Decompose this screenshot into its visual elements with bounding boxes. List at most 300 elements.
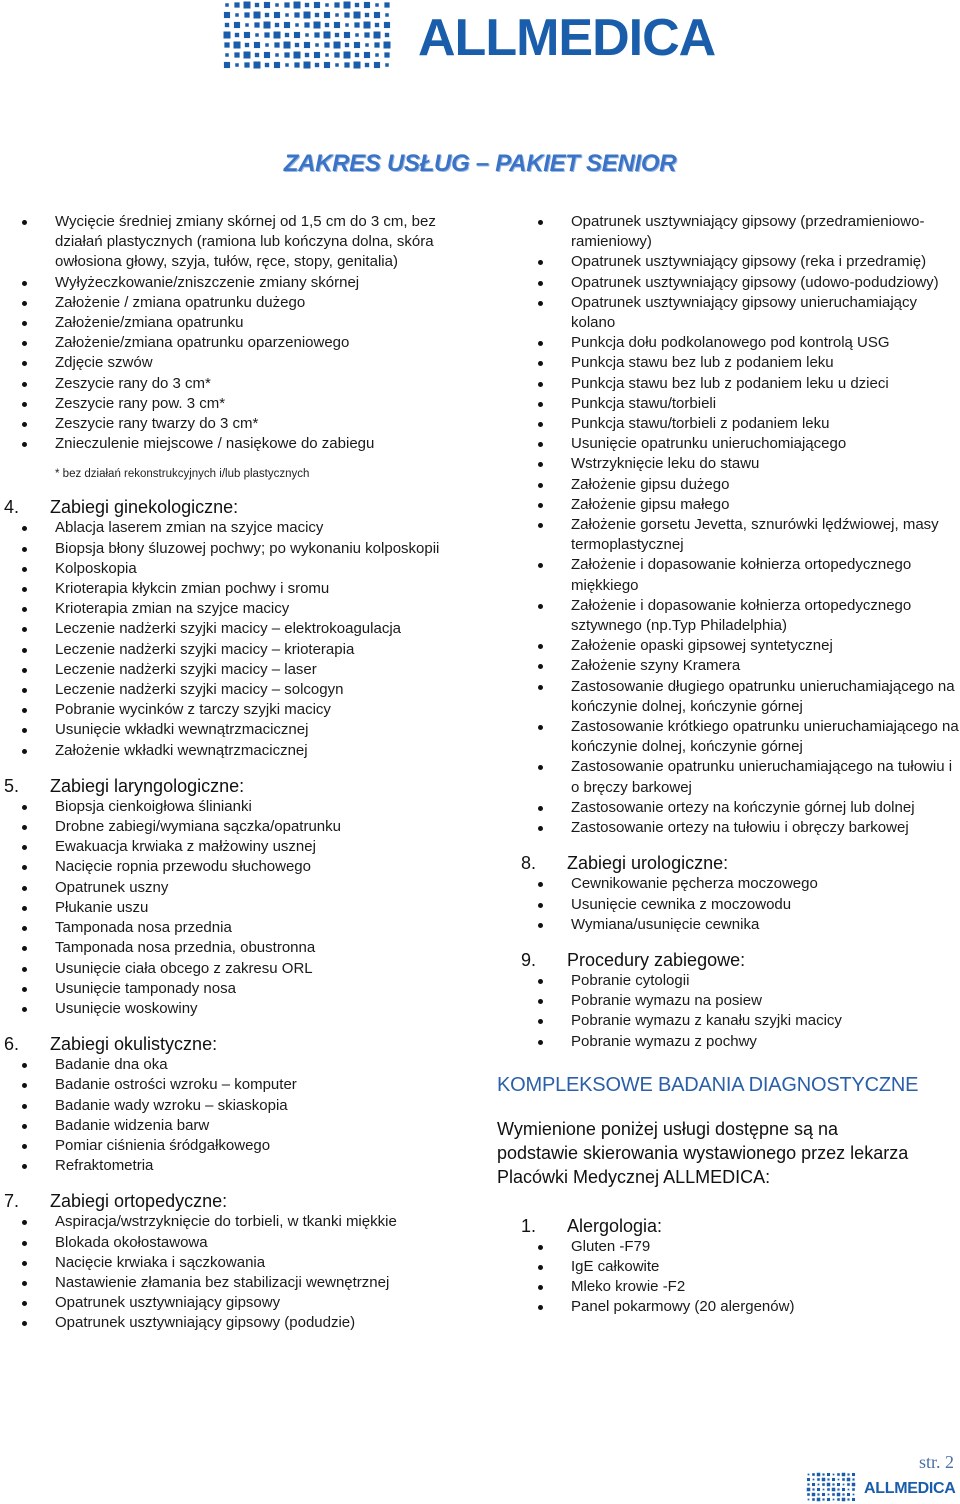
logo-dot xyxy=(808,1474,810,1476)
logo-dot xyxy=(823,1489,825,1491)
logo-dot xyxy=(833,1499,835,1501)
list-item: Opatrunek usztywniający gipsowy (przedramieniowo-ramieniowy) xyxy=(497,212,960,252)
list-item: Biopsja cienkoigłowa ślinianki xyxy=(0,797,470,817)
list-item: Drobne zabiegi/wymiana sączka/opatrunku xyxy=(0,817,470,837)
right-column xyxy=(497,212,960,1318)
logo-dot xyxy=(813,1479,815,1481)
list-item: Pobranie wymazu z pochwy xyxy=(497,1032,960,1052)
logo-dot xyxy=(344,2,351,9)
list-item: Opatrunek usztywniający gipsowy (udowo-podudziowy) xyxy=(497,273,960,293)
logo-dot xyxy=(304,22,309,27)
list-item: Wstrzyknięcie leku do stawu xyxy=(497,454,960,474)
logo-dot xyxy=(274,62,280,68)
logo-dot xyxy=(274,32,281,39)
logo-dot xyxy=(284,42,291,49)
section-heading xyxy=(0,775,470,797)
logo-dot xyxy=(364,52,370,58)
logo-dot xyxy=(324,12,330,18)
logo-dot xyxy=(807,1478,810,1481)
section-number: 6. xyxy=(4,1034,20,1055)
list-item: Punkcja stawu bez lub z podaniem leku xyxy=(497,353,960,373)
logo-dot xyxy=(345,43,349,47)
logo-dot xyxy=(354,22,359,27)
logo-dot xyxy=(847,1498,849,1500)
list-item: Pobranie wymazu na posiew xyxy=(497,991,960,1011)
list-item: Zastosowanie ortezy na tułowiu i obręczy barkowej xyxy=(497,818,960,838)
logo-dot xyxy=(315,63,319,67)
section-title: Zabiegi urologiczne: xyxy=(567,853,729,874)
list-item: Nacięcie krwiaka i sączkowania xyxy=(0,1253,470,1273)
list-item: Badanie widzenia barw xyxy=(0,1116,470,1136)
logo-dot xyxy=(842,1488,845,1491)
logo-dot xyxy=(832,1493,835,1496)
section-number: 4. xyxy=(4,497,20,518)
logo-dot xyxy=(334,42,341,49)
logo-dot xyxy=(325,53,329,57)
logo-dot xyxy=(255,53,259,57)
logo-dot xyxy=(315,13,319,17)
logo-text: ALLMEDICA xyxy=(418,9,716,67)
list-item: Opatrunek usztywniający gipsowy (reka i przedramię) xyxy=(497,252,960,272)
logo-dot xyxy=(234,52,239,57)
list-item: Pobranie cytologii xyxy=(497,971,960,991)
logo-dot xyxy=(852,1483,856,1487)
logo-dot xyxy=(224,62,230,68)
logo-dot xyxy=(335,33,339,37)
logo-dot xyxy=(225,3,229,7)
list-item: Usunięcie cewnika z moczowodu xyxy=(497,895,960,915)
list-item: Założenie/zmiana opatrunku oparzeniowego xyxy=(0,333,470,353)
section-list xyxy=(497,874,960,935)
logo-dot xyxy=(374,62,380,68)
logo-dot xyxy=(384,52,389,57)
logo-dot xyxy=(235,13,239,17)
list-item: Założenie gipsu dużego xyxy=(497,475,960,495)
logo-dot xyxy=(822,1498,824,1500)
logo-dot xyxy=(385,13,389,17)
services-list-top-left xyxy=(0,212,470,454)
logo-dot xyxy=(847,1473,849,1475)
logo-dot xyxy=(852,1488,855,1491)
logo-dot xyxy=(294,12,299,17)
logo-dot xyxy=(234,22,240,28)
logo-dot xyxy=(324,62,330,68)
list-item: Refraktometria xyxy=(0,1156,470,1176)
list-item: Badanie wady wzroku – skiaskopia xyxy=(0,1096,470,1116)
section-list xyxy=(0,518,470,760)
section-title: Zabiegi okulistyczne: xyxy=(50,1034,218,1055)
list-item: Założenie / zmiana opatrunku dużego xyxy=(0,293,470,313)
logo-dot xyxy=(284,2,289,7)
logo-dot xyxy=(837,1493,841,1497)
logo-dot xyxy=(833,1474,835,1476)
logo-dot xyxy=(827,1483,831,1487)
logo-dot xyxy=(827,1498,830,1501)
list-item: Biopsja błony śluzowej pochwy; po wykonaniu kolposkopii xyxy=(0,539,470,559)
list-item: Ewakuacja krwiaka z małżowiny usznej xyxy=(0,837,470,857)
logo-dot xyxy=(847,1478,851,1482)
list-item: Zastosowanie opatrunku unieruchamiającego na tułowiu i o bręczy barkowej xyxy=(497,757,960,797)
allmedica-logo xyxy=(222,0,722,72)
list-item: Zeszycie rany pow. 3 cm* xyxy=(0,394,470,414)
logo-dot xyxy=(812,1498,815,1501)
logo-dot xyxy=(225,53,229,57)
list-item: Krioterapia kłykcin zmian pochwy i sromu xyxy=(0,579,470,599)
section-title: Zabiegi laryngologiczne: xyxy=(50,775,245,796)
list-item: Zastosowanie ortezy na kończynie górnej lub dolnej xyxy=(497,798,960,818)
section-number: 5. xyxy=(4,775,20,796)
logo-dot xyxy=(275,23,279,27)
logo-dot xyxy=(817,1473,821,1477)
logo-dot xyxy=(325,3,329,7)
logo-dot xyxy=(364,32,369,37)
list-item: Punkcja stawu bez lub z podaniem leku u dzieci xyxy=(497,374,960,394)
logo-dot xyxy=(234,2,239,7)
list-item: Opatrunek usztywniający gipsowy (podudzie) xyxy=(0,1313,470,1333)
list-item: Leczenie nadżerki szyjki macicy – laser xyxy=(0,660,470,680)
list-item: Ablacja laserem zmian na szyjce macicy xyxy=(0,518,470,538)
section-title: Alergologia: xyxy=(567,1215,663,1236)
list-item: Krioterapia zmian na szyjce macicy xyxy=(0,599,470,619)
logo-dot xyxy=(284,22,290,28)
section-number: 7. xyxy=(4,1191,20,1212)
list-item: Usunięcie opatrunku unieruchomiającego xyxy=(497,434,960,454)
logo-dot xyxy=(832,1478,835,1481)
logo-dot xyxy=(365,43,369,47)
section xyxy=(0,1033,470,1176)
logo-dot xyxy=(812,1488,814,1490)
logo-dot xyxy=(235,63,239,67)
logo-dot xyxy=(254,12,261,19)
list-item: Punkcja stawu/torbieli xyxy=(497,394,960,414)
section-list xyxy=(497,971,960,1052)
list-item: Płukanie uszu xyxy=(0,898,470,918)
logo-dot xyxy=(822,1473,824,1475)
logo-dot xyxy=(374,12,380,18)
footer-logo-text: ALLMEDICA xyxy=(864,1480,956,1497)
logo-dot xyxy=(285,63,289,67)
logo-dot xyxy=(807,1483,809,1485)
section-heading xyxy=(497,852,960,874)
logo-dot xyxy=(304,42,310,48)
logo-dot xyxy=(305,53,309,57)
logo-dot xyxy=(224,12,230,18)
logo-dot xyxy=(245,43,249,47)
list-item: Nacięcie ropnia przewodu słuchowego xyxy=(0,857,470,877)
logo-dot xyxy=(385,33,389,37)
list-item: Znieczulenie miejscowe / nasiękowe do zabiegu xyxy=(0,434,470,454)
logo-dot xyxy=(254,62,261,69)
logo-dot xyxy=(355,33,359,37)
list-item: Zeszycie rany twarzy do 3 cm* xyxy=(0,414,470,434)
logo-dot xyxy=(808,1499,810,1501)
logo-dot xyxy=(847,1493,850,1496)
logo-dot xyxy=(832,1488,836,1492)
logo-dot xyxy=(822,1478,826,1482)
logo-dot xyxy=(842,1473,846,1477)
list-item: Założenie wkładki wewnątrzmacicznej xyxy=(0,741,470,761)
list-item: Pobranie wycinków z tarczy szyjki macicy xyxy=(0,700,470,720)
logo-dot xyxy=(244,62,249,67)
logo-dot xyxy=(837,1488,839,1490)
list-item: Tamponada nosa przednia, obustronna xyxy=(0,938,470,958)
section-heading xyxy=(497,949,960,971)
logo-dot xyxy=(364,2,370,8)
logo-dot xyxy=(275,53,279,57)
list-item: Założenie gorsetu Jevetta, sznurówki lędźwiowej, masy termoplastycznej xyxy=(497,515,960,555)
list-item: Badanie ostrości wzroku – komputer xyxy=(0,1075,470,1095)
list-item: IgE całkowite xyxy=(497,1257,960,1277)
logo-dot xyxy=(812,1483,815,1486)
list-item: Opatrunek usztywniający gipsowy unieruchamiający kolano xyxy=(497,293,960,333)
list-item: Założenie i dopasowanie kołnierza ortopedycznego miękkiego xyxy=(497,555,960,595)
logo-dot xyxy=(315,43,319,47)
logo-dot xyxy=(255,33,259,37)
list-item: Leczenie nadżerki szyjki macicy – elektrokoagulacja xyxy=(0,619,470,639)
section-list xyxy=(0,1212,470,1333)
logo-dot xyxy=(225,23,229,27)
section-list xyxy=(0,797,470,1019)
section-list xyxy=(0,1055,470,1176)
list-item: Gluten -F79 xyxy=(497,1237,960,1257)
section-number: 8. xyxy=(521,853,537,874)
logo-dot xyxy=(294,52,301,59)
logo-dot xyxy=(837,1473,840,1476)
logo-dot xyxy=(842,1493,844,1495)
logo-dot xyxy=(842,1498,846,1502)
logo-dot xyxy=(254,22,259,27)
page-title: ZAKRES USŁUG – PAKIET SENIOR xyxy=(283,150,677,177)
diagnostics-heading: KOMPLEKSOWE BADANIA DIAGNOSTYCZNE xyxy=(497,1073,919,1096)
list-item: Badanie dna oka xyxy=(0,1055,470,1075)
logo-dot xyxy=(294,62,299,67)
list-item: Usunięcie tamponady nosa xyxy=(0,979,470,999)
section-heading xyxy=(497,1215,960,1237)
list-item: Zdjęcie szwów xyxy=(0,353,470,373)
right-sections xyxy=(497,852,960,1051)
logo-dot xyxy=(325,23,329,27)
section xyxy=(497,852,960,935)
logo-dot xyxy=(375,23,379,27)
logo-dot xyxy=(355,53,359,57)
logo-dot xyxy=(335,13,339,17)
logo-dot xyxy=(384,2,389,7)
section-heading xyxy=(0,1190,470,1212)
section-heading xyxy=(0,1033,470,1055)
list-item: Pomiar ciśnienia śródgałkowego xyxy=(0,1136,470,1156)
list-item: Założenie szyny Kramera xyxy=(497,656,960,676)
list-item: Zeszycie rany do 3 cm* xyxy=(0,374,470,394)
logo-dots-icon xyxy=(222,0,392,72)
logo-dot xyxy=(354,12,361,19)
logo-dot xyxy=(295,43,299,47)
logo-dot xyxy=(314,52,320,58)
list-item: Leczenie nadżerki szyjki macicy – krioterapia xyxy=(0,640,470,660)
list-item: Cewnikowanie pęcherza moczowego xyxy=(497,874,960,894)
list-item: Wyłyżeczkowanie/zniszczenie zmiany skórnej xyxy=(0,273,470,293)
logo-dot xyxy=(344,32,350,38)
logo-dot xyxy=(384,42,391,49)
logo-dot xyxy=(807,1488,811,1492)
logo-dot xyxy=(374,42,379,47)
logo-dot xyxy=(264,32,269,37)
logo-dot xyxy=(375,53,379,57)
logo-dot xyxy=(365,13,369,17)
list-item: Opatrunek usztywniający gipsowy xyxy=(0,1293,470,1313)
section xyxy=(0,1190,470,1333)
logo-dot xyxy=(837,1483,840,1486)
footer-logo xyxy=(806,1472,960,1502)
logo-dot xyxy=(254,42,260,48)
left-column xyxy=(0,212,470,1334)
logo-dot xyxy=(285,33,289,37)
list-item: Blokada okołostawowa xyxy=(0,1233,470,1253)
section-title: Procedury zabiegowe: xyxy=(567,949,746,970)
section-allergy xyxy=(497,1215,960,1318)
list-item: Nastawienie złamania bez stabilizacji wewnętrznej xyxy=(0,1273,470,1293)
logo-dot xyxy=(832,1483,834,1485)
logo-dot xyxy=(847,1483,850,1486)
logo-dot xyxy=(842,1478,845,1481)
logo-dot xyxy=(235,33,239,37)
logo-dot xyxy=(294,32,300,38)
logo-dot xyxy=(807,1493,810,1496)
logo-dot xyxy=(374,32,381,39)
logo-dot xyxy=(334,22,340,28)
section xyxy=(497,949,960,1052)
logo-dot xyxy=(848,1489,850,1491)
logo-dot xyxy=(822,1483,825,1486)
logo-dot xyxy=(817,1498,821,1502)
list-item: Założenie i dopasowanie kołnierza ortopedycznego sztywnego (np.Typ Philadelphia) xyxy=(497,596,960,636)
logo-dot xyxy=(285,13,289,17)
logo-dot xyxy=(274,42,279,47)
list-item: Mleko krowie -F2 xyxy=(497,1277,960,1297)
list-item: Kolposkopia xyxy=(0,559,470,579)
list-item: Leczenie nadżerki szyjki macicy – solcogyn xyxy=(0,680,470,700)
list-item: Usunięcie wkładki wewnątrzmacicznej xyxy=(0,720,470,740)
logo-dot xyxy=(234,42,241,49)
allergy-list xyxy=(497,1237,960,1318)
logo-dot xyxy=(817,1488,820,1491)
logo-dot xyxy=(255,3,259,7)
section-heading xyxy=(0,496,470,518)
logo-dot xyxy=(385,63,389,67)
logo-dot xyxy=(852,1498,855,1501)
logo-dot xyxy=(334,52,339,57)
section xyxy=(0,775,470,1019)
logo-dot xyxy=(244,2,251,9)
logo-dot xyxy=(344,12,349,17)
logo-dot xyxy=(304,12,311,19)
logo-dot xyxy=(375,3,379,7)
logo-dot xyxy=(295,23,299,27)
logo-dot xyxy=(817,1493,819,1495)
list-item: Usunięcie ciała obcego z zakresu ORL xyxy=(0,959,470,979)
list-item: Punkcja stawu/torbieli z podaniem leku xyxy=(497,414,960,434)
logo-dot xyxy=(284,52,289,57)
logo-dot xyxy=(827,1478,829,1480)
logo-dot xyxy=(314,32,319,37)
footnote: * bez działań rekonstrukcyjnych i/lub plastycznych xyxy=(55,468,310,481)
list-item: Założenie gipsu małego xyxy=(497,495,960,515)
list-item: Wycięcie średniej zmiany skórnej od 1,5 cm do 3 cm, bez działań plastycznych (ramiona lub kończyna dolna, skóra owłosiona głowy, szyja, tułów, ręce, stopy, genitalia) xyxy=(0,212,470,273)
logo-dot xyxy=(355,3,359,7)
footer-logo-dots-icon xyxy=(806,1472,858,1502)
page-number: str. 2 xyxy=(918,1452,954,1472)
list-item: Usunięcie woskowiny xyxy=(0,999,470,1019)
list-item: Zastosowanie długiego opatrunku unieruchamiającego na kończynie dolnej, kończynie górnej xyxy=(497,677,960,717)
logo-dot xyxy=(274,12,280,18)
logo-dot xyxy=(817,1478,820,1481)
section-title: Zabiegi ortopedyczne: xyxy=(50,1191,228,1212)
logo-dot xyxy=(822,1493,825,1496)
list-item: Tamponada nosa przednia xyxy=(0,918,470,938)
logo-dot xyxy=(345,23,349,27)
section-number: 1. xyxy=(521,1215,537,1236)
logo-dot xyxy=(828,1494,830,1496)
logo-dot xyxy=(314,2,320,8)
logo-dot xyxy=(275,3,279,7)
section xyxy=(0,496,470,760)
diagnostics-info: Wymienione poniżej usługi dostępne są na podstawie skierowania wystawionego przez lekarza Placówki Medycznej ALLMEDICA: xyxy=(497,1118,909,1187)
logo-dot xyxy=(244,12,249,17)
logo-dot xyxy=(265,43,269,47)
section-number: 9. xyxy=(521,949,537,970)
logo-dot xyxy=(305,33,309,37)
logo-dot xyxy=(354,42,360,48)
logo-dot xyxy=(818,1484,820,1486)
logo-dot xyxy=(265,13,269,17)
logo-dot xyxy=(244,32,250,38)
logo-dot xyxy=(344,62,349,67)
logo-dot xyxy=(384,22,390,28)
logo-dot xyxy=(344,52,351,59)
list-item: Panel pokarmowy (20 alergenów) xyxy=(497,1297,960,1317)
logo-dot xyxy=(264,52,270,58)
list-item: Założenie/zmiana opatrunku xyxy=(0,313,470,333)
logo-dot xyxy=(224,42,229,47)
logo-dot xyxy=(837,1498,840,1501)
list-item: Pobranie wymazu z kanału szyjki macicy xyxy=(497,1011,960,1031)
logo-dot xyxy=(224,32,231,39)
logo-dot xyxy=(244,52,251,59)
logo-dot xyxy=(852,1473,855,1476)
logo-dot xyxy=(364,22,371,29)
logo-dot xyxy=(853,1494,855,1496)
logo-dot xyxy=(812,1473,815,1476)
logo-dot xyxy=(245,23,249,27)
logo-dot xyxy=(852,1478,854,1480)
logo-dot xyxy=(324,32,331,39)
logo-dot xyxy=(294,2,301,9)
logo-dot xyxy=(812,1493,816,1497)
logo-dot xyxy=(304,62,311,69)
list-item: Zastosowanie krótkiego opatrunku unieruchamiającego na kończynie dolnej, kończynie górnej xyxy=(497,717,960,757)
logo-dot xyxy=(265,63,269,67)
list-item: Wymiana/usunięcie cewnika xyxy=(497,915,960,935)
logo-dot xyxy=(314,22,321,29)
left-sections xyxy=(0,496,470,1333)
logo-dot xyxy=(365,63,369,67)
logo-dot xyxy=(305,3,309,7)
list-item: Aspiracja/wstrzyknięcie do torbieli, w tkanki miękkie xyxy=(0,1212,470,1232)
logo-dot xyxy=(838,1479,840,1481)
list-item: Założenie opaski gipsowej syntetycznej xyxy=(497,636,960,656)
logo-dot xyxy=(827,1488,830,1491)
logo-dot xyxy=(334,2,339,7)
list-item: Punkcja dołu podkolanowego pod kontrolą USG xyxy=(497,333,960,353)
